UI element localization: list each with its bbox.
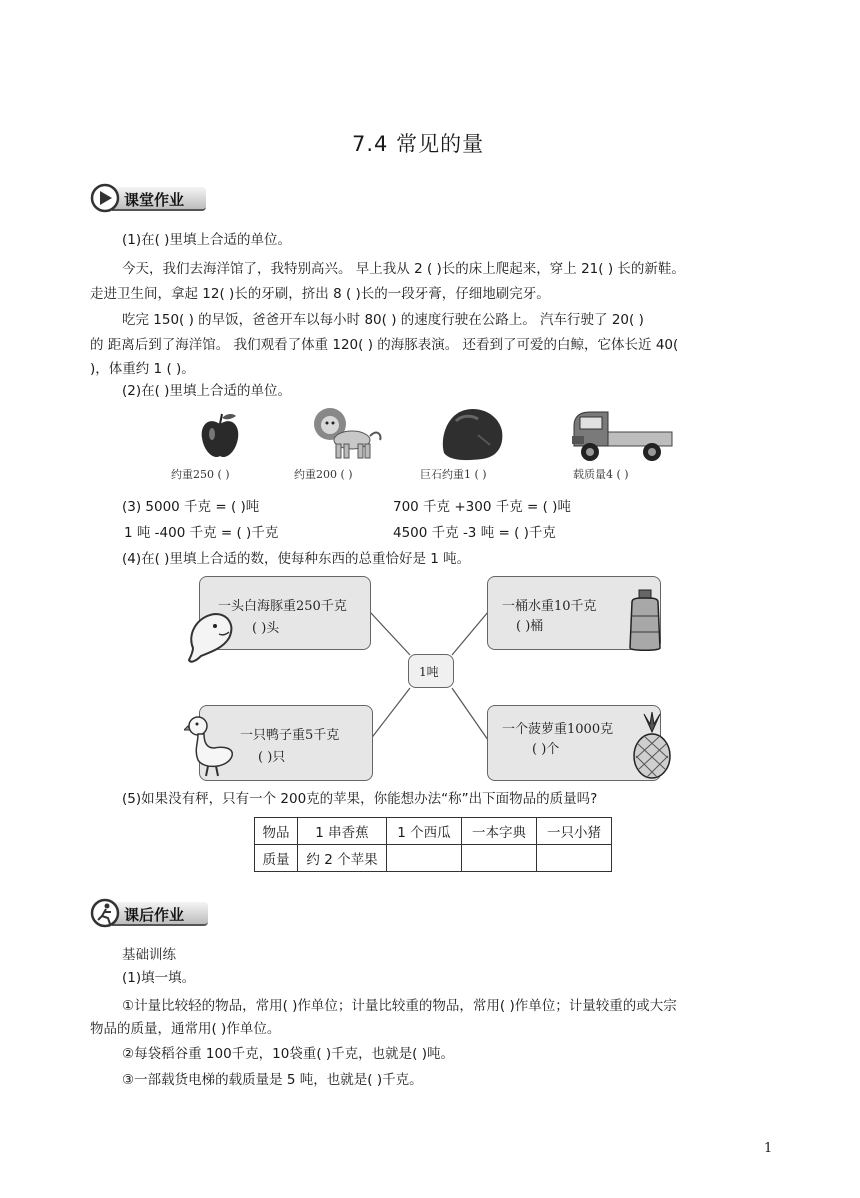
pineapple-icon	[630, 712, 674, 780]
truck-caption: 载质量4 ( )	[573, 468, 629, 481]
after-line: ③一部载货电梯的载质量是 5 吨，也就是( )千克。	[122, 1072, 423, 1088]
q2-heading: (2)在( )里填上合适的单位。	[122, 383, 291, 399]
q3-item: 1 吨 -400 千克 = ( )千克	[124, 525, 279, 541]
q3-item: (3) 5000 千克 = ( )吨	[122, 499, 260, 515]
weight-table	[254, 817, 612, 872]
q1-line: )，体重约 1 ( )。	[90, 361, 195, 377]
after-line: ②每袋稻谷重 100千克，10袋重( )千克，也就是( )吨。	[122, 1046, 454, 1062]
apple-caption: 约重250 ( )	[171, 468, 230, 481]
duck-weight-text: 一只鸭子重5千克	[240, 728, 340, 743]
q3-item: 700 千克 +300 千克 = ( )吨	[393, 499, 571, 515]
q5-heading: (5)如果没有秤，只有一个 200克的苹果，你能想办法“称”出下面物品的质量吗?	[122, 791, 598, 807]
table-cell: 1 个西瓜	[387, 818, 462, 845]
page-number: 1	[764, 1141, 773, 1156]
water-weight-text: 一桶水重10千克	[502, 599, 597, 614]
after-q1-heading: (1)填一填。	[122, 970, 196, 986]
q4-heading: (4)在( )里填上合适的数，使每种东西的总重恰好是 1 吨。	[122, 551, 471, 567]
dolphin-icon	[183, 608, 239, 666]
q3-item: 4500 千克 -3 吨 = ( )千克	[393, 525, 556, 541]
table-cell: 一只小猪	[537, 818, 612, 845]
water-answer-blank: ( )桶	[516, 619, 544, 634]
page-title: 7.4 常见的量	[352, 132, 485, 156]
banner-label: 课后作业	[124, 906, 185, 924]
center-ton-box	[408, 654, 454, 688]
table-cell-blank[interactable]	[462, 845, 537, 872]
q1-line: 今天，我们去海洋馆了，我特别高兴。 早上我从 2 ( )长的床上爬起来，穿上 21( ) 长的新鞋。	[122, 261, 685, 277]
boulder-caption: 巨石约重1 ( )	[420, 468, 487, 481]
dolphin-weight-text: 一头白海豚重250千克	[218, 599, 347, 614]
banner-label: 课堂作业	[124, 191, 185, 209]
q1-line: 走进卫生间，拿起 12( )长的牙刷，挤出 8 ( )长的一段牙膏，仔细地刷完牙。	[90, 286, 550, 302]
table-row	[255, 818, 612, 845]
center-ton-label: 1吨	[419, 665, 439, 679]
pineapple-weight-text: 一个菠萝重1000克	[502, 722, 614, 737]
duck-icon	[184, 714, 236, 780]
table-cell-blank[interactable]	[537, 845, 612, 872]
subsection-title: 基础训练	[122, 947, 176, 963]
duck-answer-blank: ( )只	[258, 750, 286, 765]
lion-caption: 约重200 ( )	[294, 468, 353, 481]
table-cell: 一本字典	[462, 818, 537, 845]
after-line: 物品的质量，通常用( )作单位。	[90, 1021, 281, 1037]
q1-heading: (1)在( )里填上合适的单位。	[122, 232, 291, 248]
q1-line: 的 距离后到了海洋馆。 我们观看了体重 120( ) 的海豚表演。 还看到了可爱的白鲸，它体长近 40(	[90, 337, 679, 353]
dolphin-answer-blank: ( )头	[252, 621, 280, 636]
after-line: ①计量比较轻的物品，常用( )作单位；计量比较重的物品，常用( )作单位；计量较重的或大宗	[122, 998, 677, 1014]
table-cell: 质量	[255, 845, 298, 872]
table-cell: 物品	[255, 818, 298, 845]
q1-line: 吃完 150( ) 的早饭，爸爸开车以每小时 80( ) 的速度行驶在公路上。 汽车行驶了 20( )	[122, 312, 644, 328]
pineapple-answer-blank: ( )个	[532, 742, 560, 757]
table-cell-blank[interactable]	[387, 845, 462, 872]
water-jug-icon	[626, 588, 664, 652]
table-row	[255, 845, 612, 872]
section-banner-homework	[90, 898, 208, 928]
table-cell: 约 2 个苹果	[298, 845, 387, 872]
runner-icon	[90, 898, 122, 928]
table-cell: 1 串香蕉	[298, 818, 387, 845]
